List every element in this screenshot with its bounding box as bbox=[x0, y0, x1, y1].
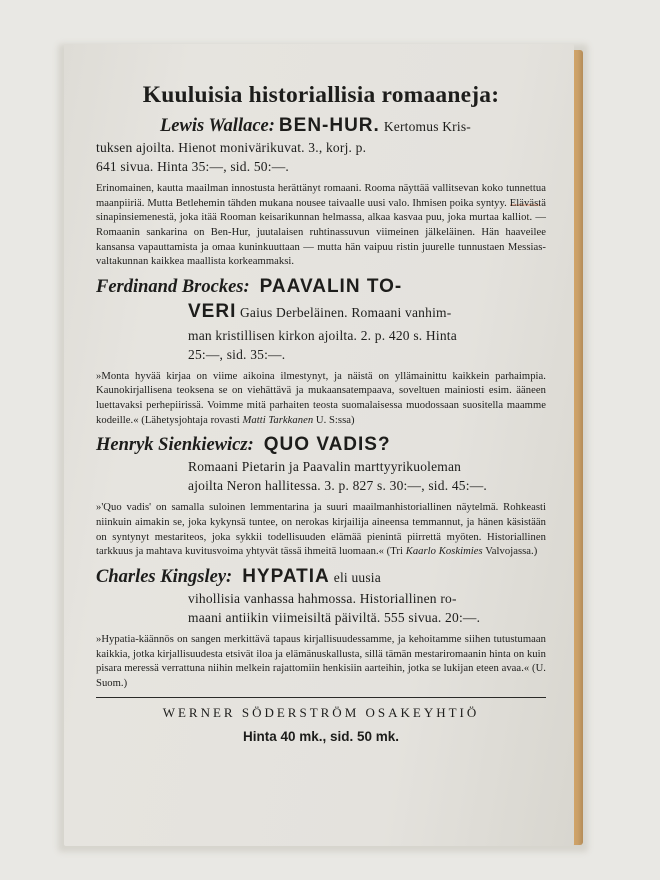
reviewer-name: Matti Tarkkanen bbox=[242, 414, 314, 426]
author-name: Ferdinand Brockes: bbox=[96, 276, 250, 297]
book-entry bbox=[96, 566, 546, 692]
book-details-line: maani antiikin viimeisiltä päiviltä. 555 sivua. 20:—. bbox=[188, 609, 481, 625]
reviewer-name: Kaarlo Koskimies bbox=[405, 546, 483, 558]
book-details-line: ajoilta Neron hallitessa. 3. p. 827 s. 30:—, sid. 45:—. bbox=[188, 478, 487, 494]
book-title: QUO VADIS? bbox=[263, 434, 391, 456]
author-name: Lewis Wallace: bbox=[160, 116, 275, 136]
book-details-line: 25:—, sid. 35:—. bbox=[188, 346, 286, 362]
review-body: »'Quo vadis' on samalla suloinen lemmentarina ja suuri maailmanhistoriallinen näytelmä. Rohkeasti niinkuin aimakin se, joka kykynsä tuntee, on nerokas kirjailija aineensa temmannut, ja hänen käsistään on syntynyt mestariteos, joka sykkii todellisuuden elämää pienintä piirrettä myöten. Historiallinen tarkkuus ja mahtava kuvitusvoima yhtyvät tässä ihmeitä luomaan.« (Tri bbox=[96, 502, 546, 558]
review-source: U. S:ssa) bbox=[315, 414, 355, 426]
review-text: »Hypatia-käännös on sangen merkittävä tapaus kirjallisuudessamme, ja kehoitamme siihen tutustumaan kaikkia, jotka kirjallisuudesta etsivät iloa ja elämänuskallusta, sillä tämän mestariromaanin hinta on kuin pisara meressä verrattuna niihin melkein rajattomiin henkisiin aarteihin, jotka se lukijan eteen avaa.« (U. Suom.) bbox=[96, 633, 546, 689]
page-heading: Kuuluisia historiallisia romaaneja: bbox=[142, 82, 500, 108]
book-details-line: tuksen ajoilta. Hienot monivärikuvat. 3., korj. p. bbox=[96, 139, 367, 155]
book-entry bbox=[96, 115, 546, 270]
book-details-line: vihollisia vanhassa hahmossa. Historiallinen ro- bbox=[188, 590, 457, 606]
book-details-line bbox=[96, 299, 546, 326]
book-title: BEN-HUR. bbox=[278, 115, 380, 136]
book-title: HYPATIA bbox=[242, 565, 330, 587]
review-body: »Monta hyvää kirjaa on viime aikoina ilmestynyt, ja näistä on yllämainittu kaikkein parhaimpia. Kaunokirjallisena teoksena se on viehättävä ja mukaansatempaava, soveltuen mainiosti esim. ääneen luettavaksi perhepiirissä. Voimme mitä parhaiten teosta suomalaisessa muodossaan suositella maamme kodeille.« (Lähetysjohtaja rovasti bbox=[96, 370, 546, 426]
catalog-page bbox=[96, 82, 546, 744]
book-details-text: Gaius Derbeläinen. Romaani vanhim- bbox=[239, 304, 452, 320]
author-name: Henryk Sienkiewicz: bbox=[96, 435, 254, 456]
review-text bbox=[96, 501, 546, 559]
entry-head bbox=[96, 276, 546, 299]
book-title: PAAVALIN TO- bbox=[259, 275, 403, 297]
review-text: Erinomainen, kautta maailman innostusta herättänyt romaani. Rooma näyttää vallitsevan koko tunnettua maanpiiriä. Mutta Betlehemin tähden mukana nousee taivaalle uusi valo. Ihmisen poika syntyy. Elävästä sinapinsiemenestä, joka itää Rooman keisarikunnan helmassa, alkaa kasvaa puu, joka murtaa kalliot. — Romaanin sankarina on Ben-Hur, juutalaisen ruhtinassuvun viimeinen jälkeläinen. Hän haaveilee kansansa vapauttamista ja omaa kuninkuuttaan — mutta hän vaipuu ristin juurelle tunnustaen Messias-valtakunnan kaikkea maallista korkeammaksi. bbox=[96, 183, 546, 268]
book-entry bbox=[96, 276, 546, 429]
review-source: Valvojassa.) bbox=[485, 546, 538, 558]
publisher-name: WERNER SÖDERSTRÖM OSAKEYHTIÖ bbox=[162, 705, 480, 721]
entry-head bbox=[96, 566, 546, 589]
book-details-line: man kristillisen kirkon ajoilta. 2. p. 420 s. Hinta bbox=[188, 327, 457, 343]
author-name: Charles Kingsley: bbox=[96, 566, 233, 587]
book-title-cont: VERI bbox=[188, 300, 237, 322]
book-entry bbox=[96, 434, 546, 560]
book-details-line: eli uusia bbox=[333, 569, 381, 585]
review-text bbox=[96, 370, 546, 428]
book-details-line: 641 sivua. Hinta 35:—, sid. 50:—. bbox=[96, 158, 289, 174]
book-details-line: Kertomus Kris- bbox=[383, 119, 471, 134]
divider bbox=[96, 697, 546, 698]
book-details-line: Romaani Pietarin ja Paavalin marttyyrikuoleman bbox=[188, 459, 462, 475]
price-line: Hinta 40 mk., sid. 50 mk. bbox=[242, 729, 400, 745]
entry-head bbox=[96, 434, 546, 457]
entry-head bbox=[96, 115, 546, 138]
